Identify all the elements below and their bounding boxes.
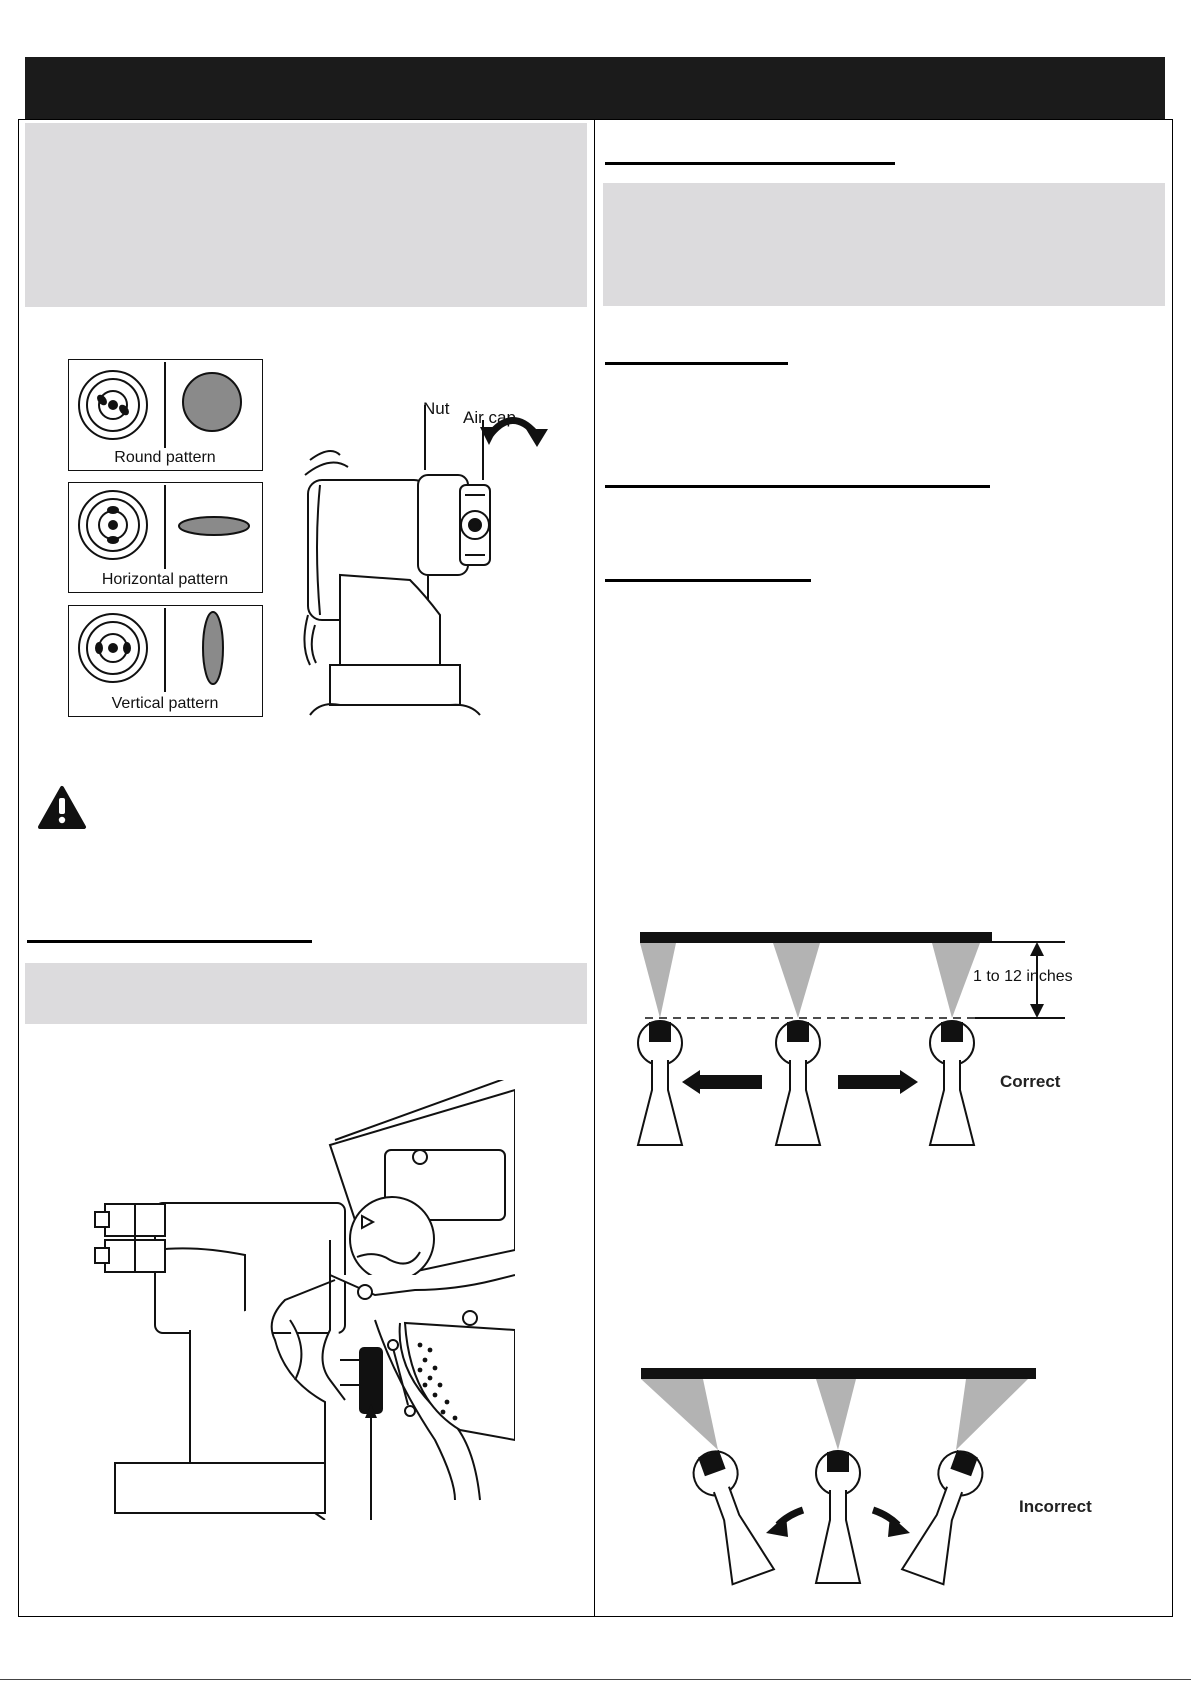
horizontal-pattern-panel (68, 482, 263, 593)
horizontal-pattern-label: Horizontal pattern (101, 571, 229, 588)
incorrect-label: Incorrect (1019, 1497, 1092, 1516)
header-bar (25, 57, 1165, 119)
spray-gun-nozzle-illustration (300, 385, 570, 720)
nut-callout: Nut (423, 399, 450, 418)
air-cap-callout: Air cap (463, 408, 516, 427)
vertical-pattern-label: Vertical pattern (111, 695, 219, 712)
spray-gun-side-illustration (75, 1080, 515, 1520)
left-section-heading-rule (27, 940, 312, 943)
right-section-heading-rule-4 (605, 579, 811, 582)
correct-distance-diagram (630, 930, 1080, 1150)
correct-label: Correct (1000, 1072, 1061, 1091)
right-shaded-box (603, 183, 1165, 306)
right-section-heading-rule-2 (605, 362, 788, 365)
incorrect-angle-diagram (638, 1365, 1038, 1595)
round-pattern-label: Round pattern (114, 449, 216, 466)
right-section-heading-rule-3 (605, 485, 990, 488)
left-shaded-box-bottom (25, 963, 587, 1024)
left-shaded-box-top (25, 123, 587, 307)
page-bottom-rule (0, 1679, 1191, 1680)
column-divider (594, 119, 595, 1617)
right-section-heading-rule-1 (605, 162, 895, 165)
distance-label: 1 to 12 inches (973, 968, 1073, 985)
vertical-pattern-panel (68, 605, 263, 717)
round-pattern-panel (68, 359, 263, 471)
warning-triangle-icon (37, 785, 87, 830)
